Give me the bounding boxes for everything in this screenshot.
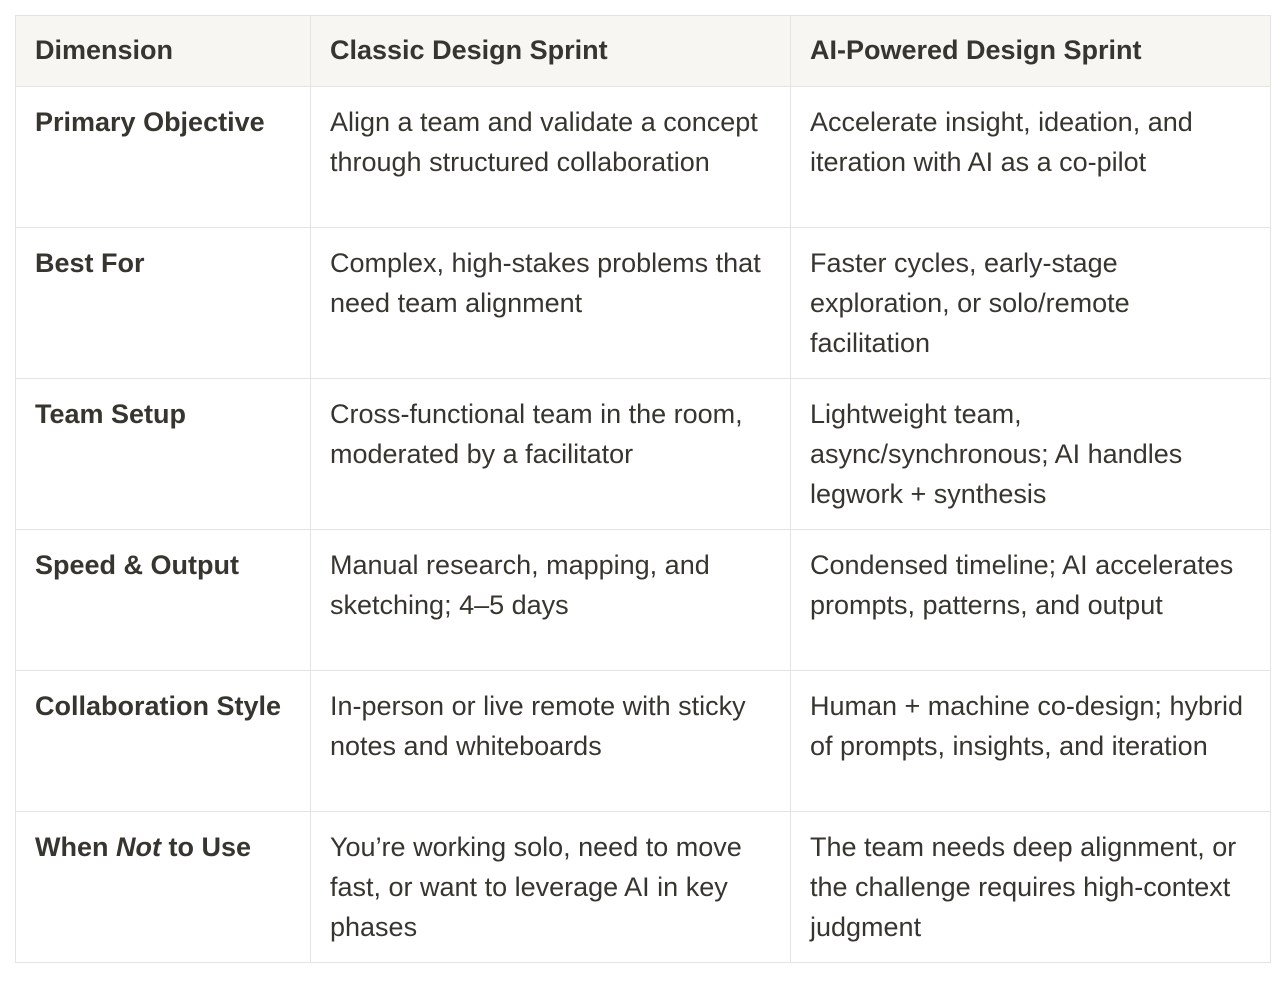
row-label-prefix: When xyxy=(35,832,116,862)
cell-ai: Lightweight team, async/synchronous; AI handles legwork + synthesis xyxy=(791,379,1271,530)
table-body xyxy=(16,87,1271,963)
table-row xyxy=(16,228,1271,379)
cell-ai: Condensed timeline; AI accelerates prompts, patterns, and output xyxy=(791,530,1271,671)
row-label-best-for: Best For xyxy=(16,228,311,379)
header-row xyxy=(16,16,1271,87)
row-label-team-setup: Team Setup xyxy=(16,379,311,530)
cell-classic: Align a team and validate a concept through structured collaboration xyxy=(311,87,791,228)
cell-ai: Accelerate insight, ideation, and iteration with AI as a co-pilot xyxy=(791,87,1271,228)
row-label-suffix: to Use xyxy=(160,832,252,862)
row-label-emphasis: Not xyxy=(116,832,161,862)
header-classic: Classic Design Sprint xyxy=(311,16,791,87)
header-ai: AI-Powered Design Sprint xyxy=(791,16,1271,87)
cell-ai: Faster cycles, early-stage exploration, or solo/remote facilitation xyxy=(791,228,1271,379)
table-row xyxy=(16,812,1271,963)
row-label-primary-objective: Primary Objective xyxy=(16,87,311,228)
row-label-speed-output: Speed & Output xyxy=(16,530,311,671)
cell-ai: The team needs deep alignment, or the challenge requires high-context judgment xyxy=(791,812,1271,963)
table-row xyxy=(16,530,1271,671)
cell-ai: Human + machine co-design; hybrid of prompts, insights, and iteration xyxy=(791,671,1271,812)
cell-classic: In-person or live remote with sticky notes and whiteboards xyxy=(311,671,791,812)
table-row xyxy=(16,671,1271,812)
table-row xyxy=(16,87,1271,228)
table-row xyxy=(16,379,1271,530)
header-dimension: Dimension xyxy=(16,16,311,87)
row-label-collaboration-style: Collaboration Style xyxy=(16,671,311,812)
row-label-when-not-to-use xyxy=(16,812,311,963)
cell-classic: Manual research, mapping, and sketching; 4–5 days xyxy=(311,530,791,671)
cell-classic: Cross-functional team in the room, moderated by a facilitator xyxy=(311,379,791,530)
cell-classic: You’re working solo, need to move fast, or want to leverage AI in key phases xyxy=(311,812,791,963)
cell-classic: Complex, high-stakes problems that need team alignment xyxy=(311,228,791,379)
comparison-table xyxy=(15,15,1271,963)
table-header xyxy=(16,16,1271,87)
